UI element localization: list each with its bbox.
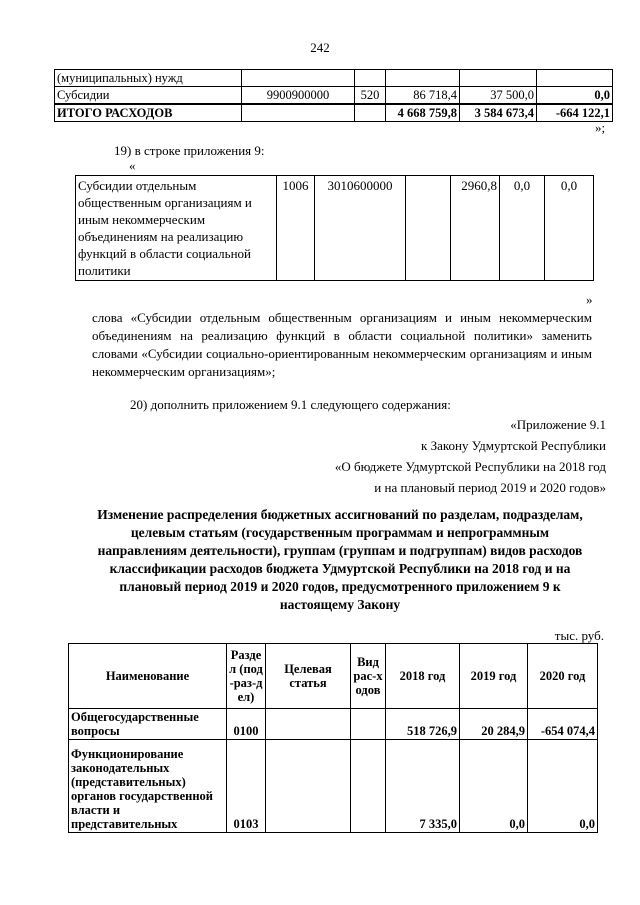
table-header-row <box>69 644 598 709</box>
row-2018: 4 668 759,8 <box>386 104 460 122</box>
row-name: Субсидии <box>55 87 242 105</box>
row-name: Функционирование законодательных (представительных) органов государственной власти и представительных <box>69 740 227 833</box>
header-target: Целевая статья <box>266 644 351 709</box>
row-2018: 7 335,0 <box>386 740 460 833</box>
row-target <box>266 740 351 833</box>
row-2018: 518 726,9 <box>386 709 460 740</box>
row-2020: -654 074,4 <box>528 709 598 740</box>
table-row-total <box>55 104 613 122</box>
appendix-line: и на плановый период 2019 и 2020 годов» <box>374 480 606 495</box>
row-vr <box>351 740 386 833</box>
row-2018: 2960,8 <box>451 176 500 281</box>
row-2020: -664 122,1 <box>537 104 613 122</box>
appendix-line: «О бюджете Удмуртской Республики на 2018 год <box>334 459 606 474</box>
row-2018 <box>386 70 460 87</box>
row-section: 1006 <box>277 176 315 281</box>
row-section: 0100 <box>227 709 266 740</box>
item-19-text: слова «Субсидии отдельным общественным организациям и иным некоммерческим объединениям на реализацию функций в области социальной политики» заменить словами «Субсидии социально-ориентированным некоммерческим организациям и иным некоммерческим организациям»; <box>92 310 592 379</box>
close-quote: » <box>586 292 593 307</box>
row-name: ИТОГО РАСХОДОВ <box>55 104 242 122</box>
row-2019: 0,0 <box>460 740 528 833</box>
table-row <box>69 740 598 833</box>
row-section: 0103 <box>227 740 266 833</box>
top-budget-table <box>54 69 613 122</box>
table-row <box>55 70 613 87</box>
table-row <box>55 87 613 105</box>
header-name: Наименование <box>69 644 227 709</box>
item-20-intro: 20) дополнить приложением 9.1 следующего содержания: <box>130 397 451 412</box>
row-target: 3010600000 <box>315 176 406 281</box>
closing-quote: »; <box>595 120 606 135</box>
header-2020: 2020 год <box>528 644 598 709</box>
row-2020 <box>537 70 613 87</box>
row-vr <box>351 709 386 740</box>
page-number: 242 <box>310 40 330 55</box>
row-2018: 86 718,4 <box>386 87 460 105</box>
header-2019: 2019 год <box>460 644 528 709</box>
appendix-line: «Приложение 9.1 <box>510 417 606 432</box>
row-vr <box>355 70 386 87</box>
row-2019: 20 284,9 <box>460 709 528 740</box>
row-2020: 0,0 <box>537 87 613 105</box>
row-2019: 0,0 <box>500 176 545 281</box>
row-2020: 0,0 <box>545 176 594 281</box>
row-2020: 0,0 <box>528 740 598 833</box>
row-2019: 3 584 673,4 <box>460 104 537 122</box>
row-code: 9900900000 <box>242 87 355 105</box>
appendix-reference <box>335 414 606 498</box>
row-2019 <box>460 70 537 87</box>
header-section: Раздел (под-раз-дел) <box>227 644 266 709</box>
header-vr: Вид рас-ходов <box>351 644 386 709</box>
appendix-line: к Закону Удмуртской Республики <box>421 438 606 453</box>
row-vr <box>355 104 386 122</box>
table-row <box>69 709 598 740</box>
unit-label: тыс. руб. <box>554 628 604 643</box>
row-vr <box>406 176 451 281</box>
row-target <box>266 709 351 740</box>
item-19-intro: 19) в строке приложения 9: <box>114 143 265 158</box>
row-name: (муниципальных) нужд <box>55 70 242 87</box>
row-2019: 37 500,0 <box>460 87 537 105</box>
row-name: Общегосударственные вопросы <box>69 709 227 740</box>
header-2018: 2018 год <box>386 644 460 709</box>
item-19-table <box>75 175 594 281</box>
open-quote: « <box>129 158 136 173</box>
appendix-table <box>68 643 598 833</box>
table-row <box>76 176 594 281</box>
row-code <box>242 104 355 122</box>
section-title: Изменение распределения бюджетных ассигнований по разделам, подразделам, целевым статьям (государственным программам и непрограммным направлениям деятельности), группам (группам и подгруппам) видов расходов классификации расходов бюджета Удмуртской Республики на 2018 год и на плановый период 2019 и 2020 годов, предусмотренного приложением 9 к настоящему Закону <box>97 507 583 612</box>
row-code <box>242 70 355 87</box>
row-vr: 520 <box>355 87 386 105</box>
row-name: Субсидии отдельным общественным организациям и иным некоммерческим объединениям на реализацию функций в области социальной политики <box>76 176 277 281</box>
